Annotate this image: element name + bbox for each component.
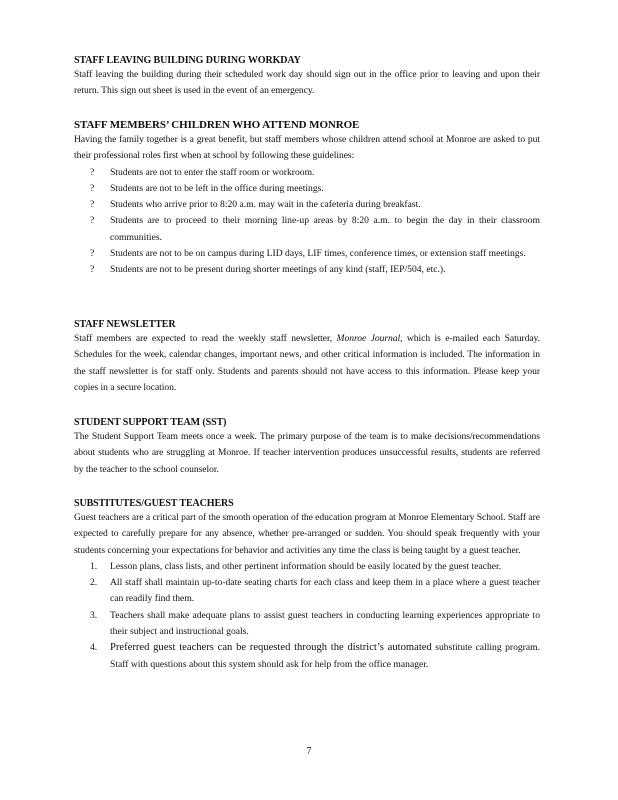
section-heading: STAFF NEWSLETTER bbox=[74, 319, 176, 330]
list-item-text: Students are not to be on campus during LID days, LIF times, conference times, or extension staff meetings. bbox=[110, 248, 526, 260]
list-item-text: Teachers shall make adequate plans to assist guest teachers in conducting learning experiences appropriate to their subject and instructional goals. bbox=[110, 609, 540, 638]
bullet-marker: ? bbox=[90, 199, 95, 211]
guidelines-list bbox=[74, 165, 540, 279]
section-heading: STAFF MEMBERS’ CHILDREN WHO ATTEND MONROE bbox=[74, 119, 360, 131]
list-number: 4. bbox=[90, 642, 98, 654]
section-substitutes bbox=[74, 497, 540, 673]
bullet-marker: ? bbox=[90, 215, 95, 227]
list-item-text: substitute calling program. Staff with questions about this system should ask for help from the office manager. bbox=[110, 642, 540, 670]
list-item bbox=[74, 262, 540, 278]
section-heading: STUDENT SUPPORT TEAM (SST) bbox=[74, 417, 227, 428]
paragraph-text: , which is e-mailed each Saturday. Schedules for the week, calendar changes, important news, and other critical information is included. The information in the staff newsletter is for staff only. Students and parents should not have access to this information. Please keep your copies in a secure location. bbox=[74, 333, 541, 393]
list-item-text: Students are to proceed to their morning line-up areas by 8:20 a.m. to begin the day in their classroom communities. bbox=[110, 215, 540, 243]
section-staff-leaving bbox=[74, 54, 540, 100]
bullet-marker: ? bbox=[90, 248, 95, 260]
bullet-marker: ? bbox=[90, 264, 95, 276]
list-item-text: Lesson plans, class lists, and other pertinent information should be easily located by the guest teacher. bbox=[110, 560, 502, 572]
journal-name: Monroe Journal bbox=[336, 333, 401, 344]
page-number: 7 bbox=[306, 746, 312, 757]
section-paragraph: The Student Support Team meets once a week. The primary purpose of the team is to make decisions/recommendations about students who are struggling at Monroe. If teacher intervention produces unsuccessful results, students are referred by the teacher to the school counselor. bbox=[74, 431, 540, 475]
bullet-marker: ? bbox=[90, 166, 95, 178]
list-item bbox=[74, 608, 540, 641]
bullet-marker: ? bbox=[90, 182, 95, 194]
list-item-text: Students are not to be present during shorter meetings of any kind (staff, IEP/504, etc.). bbox=[110, 264, 446, 276]
list-item-text: All staff shall maintain up-to-date seating charts for each class and keep them in a place where a guest teacher can readily find them. bbox=[110, 577, 540, 605]
section-paragraph: Staff leaving the building during their scheduled work day should sign out in the office prior to leaving and upon their return. This sign out sheet is used in the event of an emergency. bbox=[74, 69, 540, 97]
list-item bbox=[74, 640, 540, 673]
list-item-text: Students who arrive prior to 8:20 a.m. may wait in the cafeteria during breakfast. bbox=[110, 199, 421, 211]
list-item bbox=[74, 246, 540, 262]
list-item-text: Students are not to be left in the office during meetings. bbox=[110, 182, 324, 194]
list-item bbox=[74, 197, 540, 213]
list-item-text: Preferred guest teachers can be requested through the district’s automated bbox=[110, 642, 432, 654]
list-item-text: Students are not to enter the staff room or workroom. bbox=[110, 166, 315, 178]
section-paragraph bbox=[74, 331, 540, 396]
guest-teacher-list bbox=[74, 559, 540, 673]
section-newsletter bbox=[74, 318, 540, 396]
list-item bbox=[74, 575, 540, 608]
section-sst bbox=[74, 416, 540, 478]
list-number: 1. bbox=[90, 560, 98, 572]
list-item bbox=[74, 181, 540, 197]
section-heading: SUBSTITUTES/GUEST TEACHERS bbox=[74, 498, 234, 509]
list-number: 3. bbox=[90, 609, 98, 621]
section-heading: STAFF LEAVING BUILDING DURING WORKDAY bbox=[74, 55, 301, 66]
list-item bbox=[74, 165, 540, 181]
section-paragraph: Guest teachers are a critical part of the smooth operation of the education program at Monroe Elementary School. Staff are expected to carefully prepare for any absence, whether pre-arranged or sudden. You should speak frequently with your students concerning your expectations for behavior and activities any time the class is being taught by a guest teacher. bbox=[74, 512, 540, 556]
section-staff-children bbox=[74, 119, 540, 279]
section-paragraph: Having the family together is a great benefit, but staff members whose children attend school at Monroe are asked to put their professional roles first when at school by following these guidelines: bbox=[74, 134, 540, 162]
list-item bbox=[74, 213, 540, 246]
list-number: 2. bbox=[90, 577, 98, 589]
paragraph-text: Staff members are expected to read the weekly staff newsletter, bbox=[74, 333, 333, 344]
list-item bbox=[74, 559, 540, 575]
